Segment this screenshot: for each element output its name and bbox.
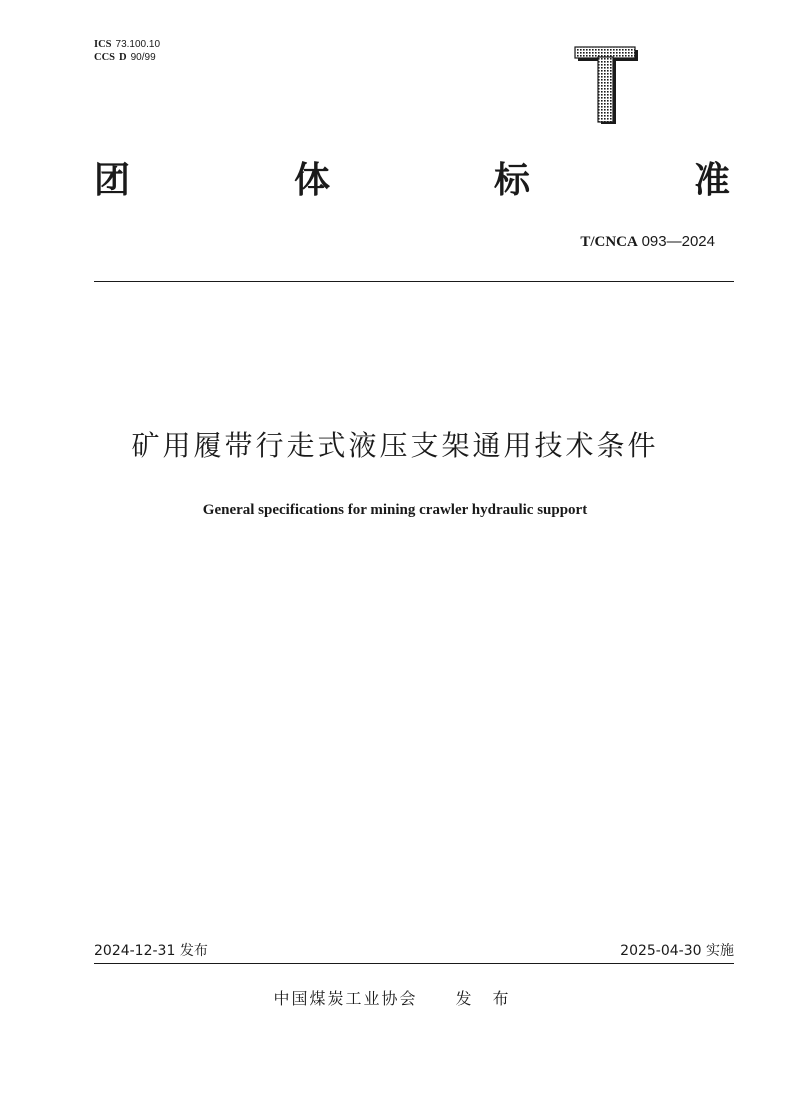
ccs-label: CCS xyxy=(94,52,116,63)
standard-type-heading xyxy=(94,156,730,206)
issue-date xyxy=(94,942,208,960)
ccs-line xyxy=(94,51,160,64)
classification-codes xyxy=(94,38,160,64)
implement-date-label: 实施 xyxy=(706,943,734,959)
standard-number xyxy=(580,233,715,251)
document-title-en: General specifications for mining crawler hydraulic support xyxy=(202,502,588,518)
bottom-divider xyxy=(94,963,734,964)
standard-type-char: 准 xyxy=(693,160,730,201)
ics-code: 73.100.10 xyxy=(115,39,161,50)
implement-date xyxy=(620,942,734,960)
ccs-code: 90/99 xyxy=(130,52,156,63)
t-standard-mark-icon xyxy=(574,46,640,126)
publisher-verb: 发 布 xyxy=(455,989,517,1008)
standard-type-char: 体 xyxy=(293,160,330,201)
top-divider xyxy=(94,281,734,282)
standard-number-prefix: T/CNCA xyxy=(580,234,638,250)
issue-date-label: 发布 xyxy=(179,943,208,959)
implement-date-value: 2025-04-30 xyxy=(620,943,702,959)
standard-type-char: 团 xyxy=(94,160,131,201)
ccs-class: D xyxy=(119,52,127,63)
publisher-org: 中国煤炭工业协会 xyxy=(273,989,418,1008)
ics-label: ICS xyxy=(94,39,112,50)
ics-line xyxy=(94,38,160,51)
publisher xyxy=(0,988,790,1010)
standard-type-char: 标 xyxy=(493,160,530,201)
standard-number-code: 093—2024 xyxy=(641,233,715,250)
issue-date-value: 2024-12-31 xyxy=(94,943,176,959)
date-row xyxy=(94,942,734,960)
document-title-cn: 矿用履带行走式液压支架通用技术条件 xyxy=(131,429,659,462)
